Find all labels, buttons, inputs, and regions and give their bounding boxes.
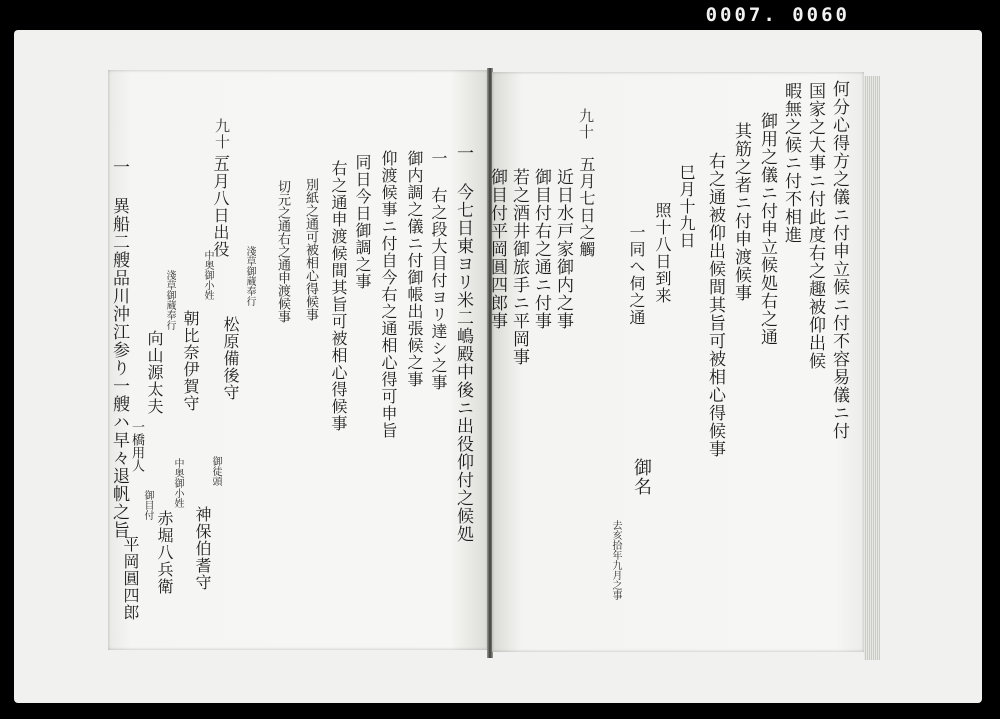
final-item: 一 異船二艘品川沖江参り一艘ハ早々退帆之旨 [109,158,129,539]
notice-line: 同日今日御調之事 [353,154,372,290]
official-office: 中奥御小姓 [202,250,213,300]
notice-line: 右之通申渡候間其旨可被相心得候事 [329,160,348,432]
notice-line: 別紙之通可被相心得候事 [303,178,318,321]
official-name: 赤堀八兵衛 [155,510,174,595]
notice-line: 御内調之儀ニ付御帳出張候之事 [405,150,424,388]
frame-number: 0007. 0060 [705,4,850,26]
report-line: 若之酒井御旅手ニ平岡事 [509,168,529,366]
official-name: 松原備後守 [221,316,240,401]
official-name: 神保伯耆守 [193,506,212,591]
decree-line: 暇無之候ニ付不相進 [781,82,801,244]
notice-line: 一 右之段大目付ヨリ達シ之事 [429,150,448,391]
dated-line: 巳月十九日 [677,164,696,249]
sealed-line: 照十八日到来 [653,202,672,304]
right-folio: 九十 [577,108,595,140]
official-name: 朝比奈伊賀守 [181,310,200,412]
left-date-heading: 五月八日出役 [211,156,230,258]
report-line: 近日水戸家御内之事 [553,168,573,330]
official-office: 御徒頭 [210,456,221,486]
official-office: 御目付 [142,490,153,520]
decree-line: 御用之儀ニ付申立候処右之通 [757,112,777,346]
notice-line: 切元之通右之通申渡候事 [275,180,290,323]
decree-line: 其筋之者ニ付申渡候事 [731,122,751,302]
left-folio: 九十一 [213,118,231,166]
circular-note: 一同へ伺之通 [627,224,646,326]
right-page [487,72,864,652]
decree-line: 国家之大事ニ付此度右之趣被仰出候 [805,82,825,370]
official-office: 淺草御蔵奉行 [164,270,175,330]
notice-line: 仰渡候事ニ付自今右之通相心得可申旨 [379,150,398,439]
signature-note: 去亥拾年九月之事 [610,520,621,600]
official-name: 向山源太夫 [145,330,164,415]
decree-line: 何分心得方之儀ニ付申立候ニ付不容易儀ニ付 [829,80,849,440]
official-office: 淺草御蔵奉行 [244,246,255,306]
report-line: 御目付右之通ニ付事 [531,168,551,330]
report-line: 御目付平岡圓四郎事 [487,168,507,330]
notice-line: 一 今七日東ヨリ米二嶋殿中後ニ出役仰付之候処 [453,144,473,543]
decree-line: 右之通被仰出候間其旨可被相心得候事 [705,152,725,458]
left-page [108,70,488,650]
page-edges [864,76,880,660]
official-office: 中奥御小姓 [172,458,183,508]
official-office: 一橋用人 [129,420,144,472]
signature: 御名 [631,458,652,496]
date-heading: 五月七日之觸 [577,156,596,258]
official-name: 平岡圓四郎 [121,536,140,621]
